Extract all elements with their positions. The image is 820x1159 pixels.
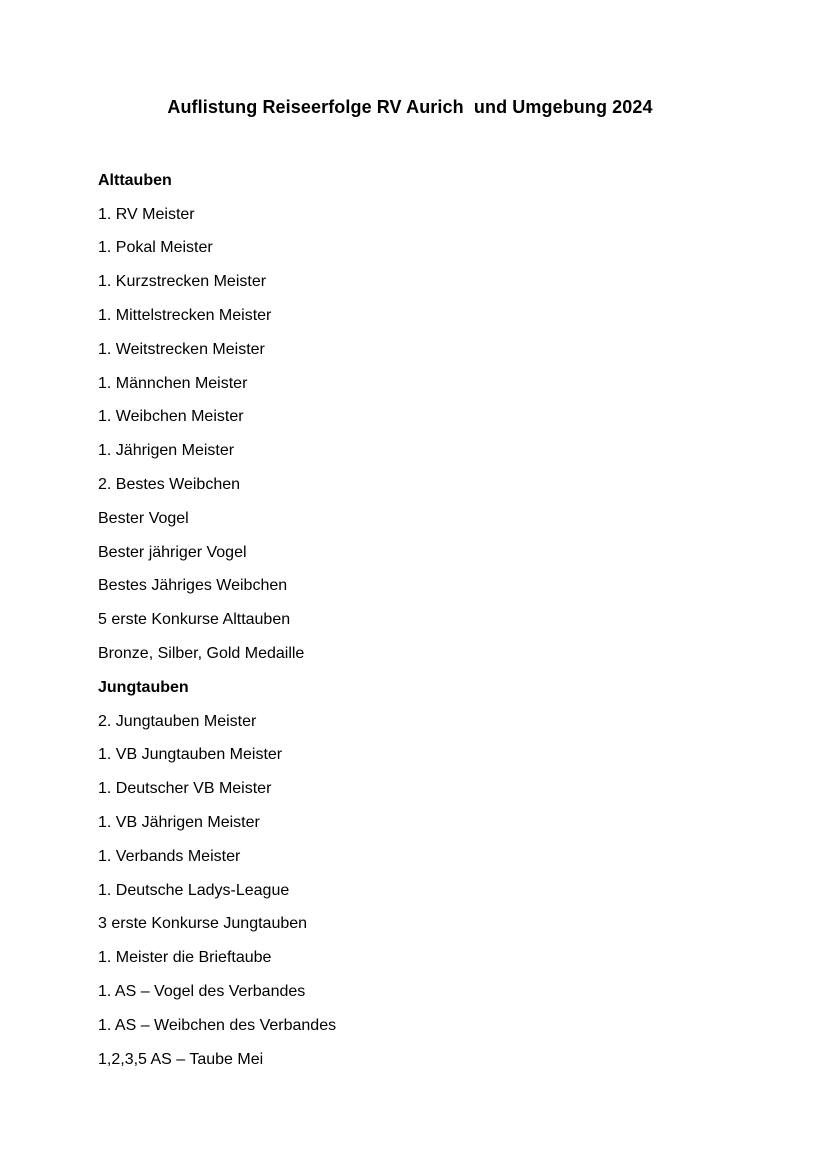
list-item: 1. Weitstrecken Meister [98, 340, 265, 358]
list-item: Bester Vogel [98, 509, 189, 527]
list-item: 1,2,3,5 AS – Taube Mei [98, 1050, 264, 1068]
list-item: 2. Jungtauben Meister [98, 712, 257, 730]
list-item: 1. Weibchen Meister [98, 408, 244, 426]
list-item: 1. RV Meister [98, 205, 195, 223]
list-item: 1. Mittelstrecken Meister [98, 307, 272, 325]
list-item: Bester jähriger Vogel [98, 543, 247, 561]
list-item: 5 erste Konkurse Alttauben [98, 611, 291, 629]
list-item: 1. Verbands Meister [98, 847, 241, 865]
list-item: 1. VB Jungtauben Meister [98, 746, 283, 764]
list-item: Bronze, Silber, Gold Medaille [98, 645, 305, 663]
list-item: Bestes Jähriges Weibchen [98, 577, 288, 595]
list-item: 2. Bestes Weibchen [98, 476, 241, 494]
list-item: 1. Jährigen Meister [98, 442, 235, 460]
list-item: 1. AS – Vogel des Verbandes [98, 983, 306, 1001]
page-title: Auflistung Reiseerfolge RV Aurich und Umgebung 2024 [167, 97, 653, 117]
document-body [98, 164, 760, 1077]
section-heading-alttauben: Alttauben [98, 171, 172, 189]
list-item: 3 erste Konkurse Jungtauben [98, 915, 308, 933]
list-item: 1. Kurzstrecken Meister [98, 273, 267, 291]
list-item: 1. Männchen Meister [98, 374, 248, 392]
list-item: 1. Pokal Meister [98, 239, 213, 257]
section-heading-jungtauben: Jungtauben [98, 678, 189, 696]
list-item: 1. Deutsche Ladys-League [98, 881, 290, 899]
list-item: 1. VB Jährigen Meister [98, 814, 260, 832]
list-item: 1. Deutscher VB Meister [98, 780, 272, 798]
list-item: 1. AS – Weibchen des Verbandes [98, 1016, 337, 1034]
list-item: 1. Meister die Brieftaube [98, 949, 272, 967]
